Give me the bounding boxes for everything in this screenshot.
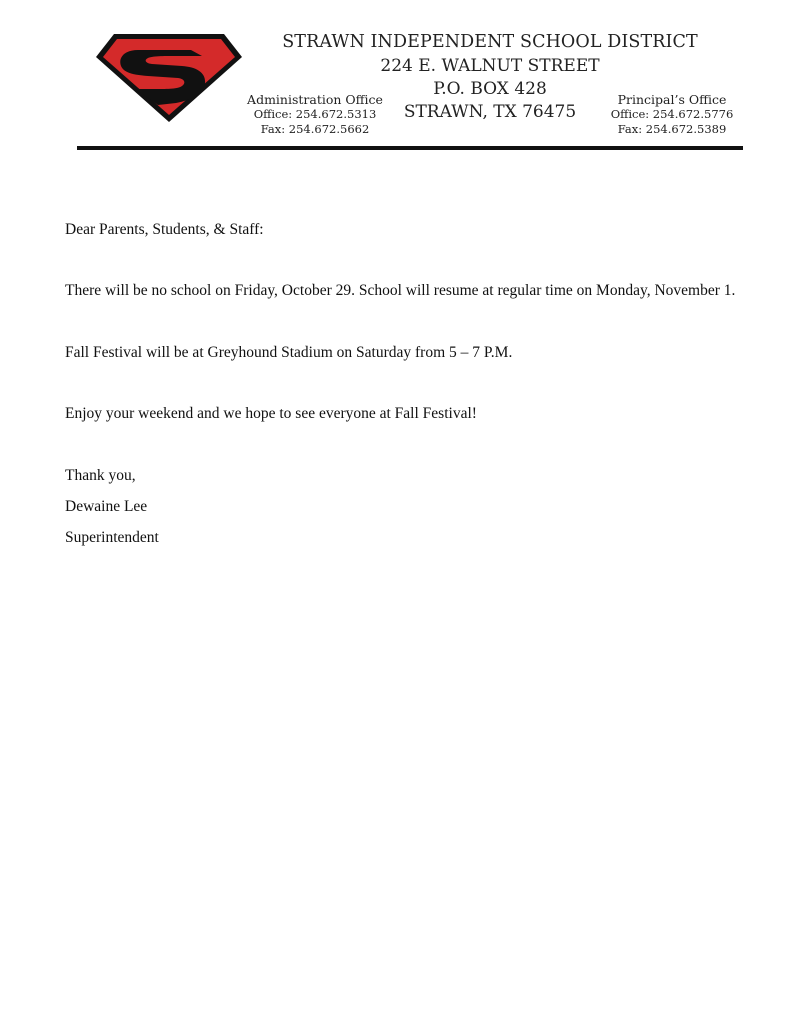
principals-office-title: Principal’s Office (617, 92, 727, 107)
city-state-zip: STRAWN, TX 76475 (403, 102, 577, 122)
principals-office-fax: Fax: 254.672.5389 (617, 121, 727, 136)
letter-greeting: Dear Parents, Students, & Staff: (65, 221, 264, 238)
principals-office-phone: Office: 254.672.5776 (610, 107, 734, 121)
street-address: 224 E. WALNUT STREET (380, 56, 600, 76)
administration-office-phone: Office: 254.672.5313 (253, 107, 377, 121)
letter-paragraph-enjoy-weekend: Enjoy your weekend and we hope to see everyone at Fall Festival! (65, 405, 477, 422)
letterhead-divider (77, 146, 743, 150)
letter-closing: Thank you, (65, 467, 136, 484)
letter-paragraph-fall-festival: Fall Festival will be at Greyhound Stadium on Saturday from 5 – 7 P.M. (65, 344, 513, 361)
signer-name: Dewaine Lee (65, 498, 148, 515)
administration-office-title: Administration Office (247, 92, 383, 107)
signer-title: Superintendent (65, 529, 159, 546)
district-name: STRAWN INDEPENDENT SCHOOL DISTRICT (282, 32, 698, 52)
principals-office-block (597, 92, 747, 136)
superman-shield-logo-icon (94, 31, 244, 124)
letter-paragraph-no-school: There will be no school on Friday, October 29. School will resume at regular time on Monday, November 1. (65, 282, 736, 299)
administration-office-block (240, 92, 390, 136)
po-box: P.O. BOX 428 (433, 79, 547, 99)
administration-office-fax: Fax: 254.672.5662 (260, 121, 370, 136)
